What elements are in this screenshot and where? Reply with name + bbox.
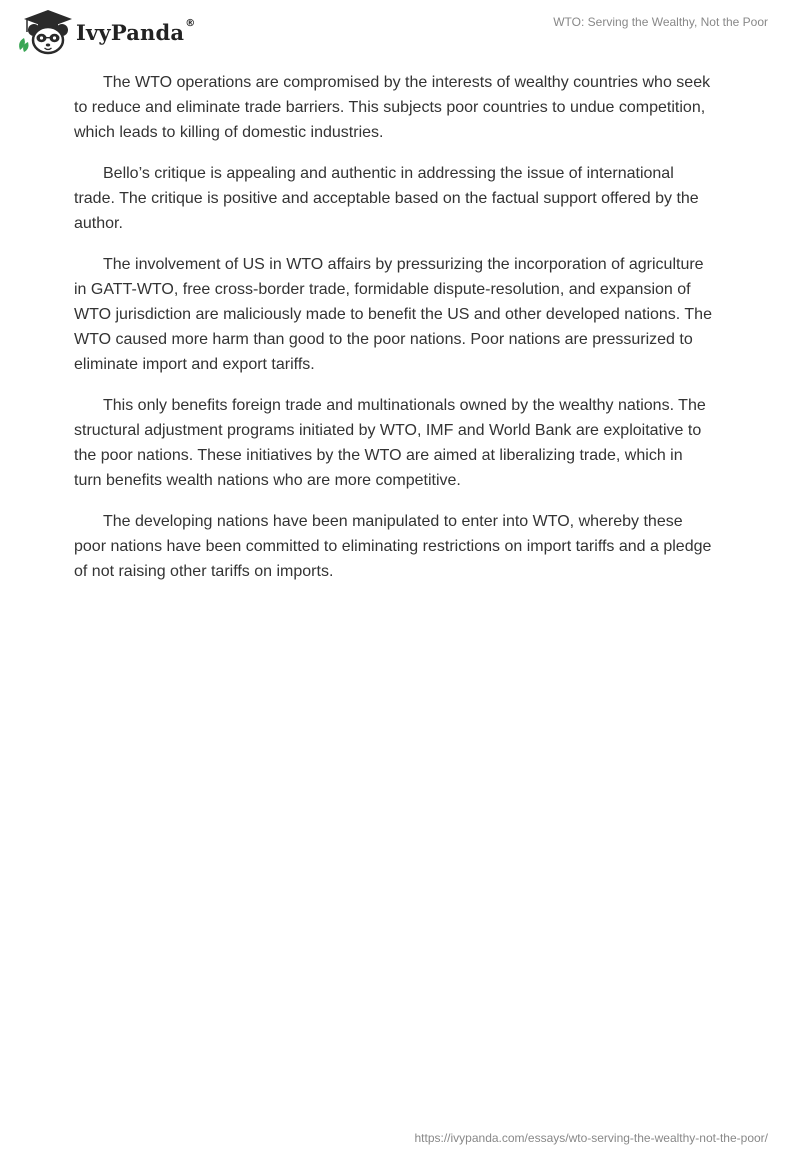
- document-title: WTO: Serving the Wealthy, Not the Poor: [553, 15, 768, 29]
- paragraph: The involvement of US in WTO affairs by pressurizing the incorporation of agriculture in GATT-WTO, free cross-border trade, formidable dispute-resolution, and expansion of WTO jurisdiction are maliciously made to benefit the US and other developed nations. The WTO caused more harm than good to the poor nations. Poor nations are pressurized to eliminate import and export tariffs.: [74, 256, 712, 373]
- registered-mark: ®: [185, 17, 196, 29]
- ivypanda-logo[interactable]: [14, 8, 195, 56]
- essay-body: [74, 70, 714, 600]
- paragraph: The developing nations have been manipulated to enter into WTO, whereby these poor nations have been committed to eliminating restrictions on import tariffs and a pledge of not raising other tariffs on imports.: [74, 513, 712, 580]
- page-header: [0, 0, 800, 60]
- logo-wordmark: IvyPanda®: [76, 17, 196, 45]
- source-url[interactable]: https://ivypanda.com/essays/wto-serving-the-wealthy-not-the-poor/: [414, 1131, 768, 1145]
- paragraph: This only benefits foreign trade and multinationals owned by the wealthy nations. The structural adjustment programs initiated by WTO, IMF and World Bank are exploitative to the poor nations. These initiatives by the WTO are aimed at liberalizing trade, which in turn benefits wealth nations who are more competitive.: [74, 397, 706, 489]
- panda-graduate-icon: [14, 8, 74, 56]
- paragraph: The WTO operations are compromised by the interests of wealthy countries who seek to reduce and eliminate trade barriers. This subjects poor countries to undue competition, which leads to killing of domestic industries.: [74, 74, 711, 141]
- paragraph: Bello’s critique is appealing and authentic in addressing the issue of international trade. The critique is positive and acceptable based on the factual support offered by the author.: [74, 165, 699, 232]
